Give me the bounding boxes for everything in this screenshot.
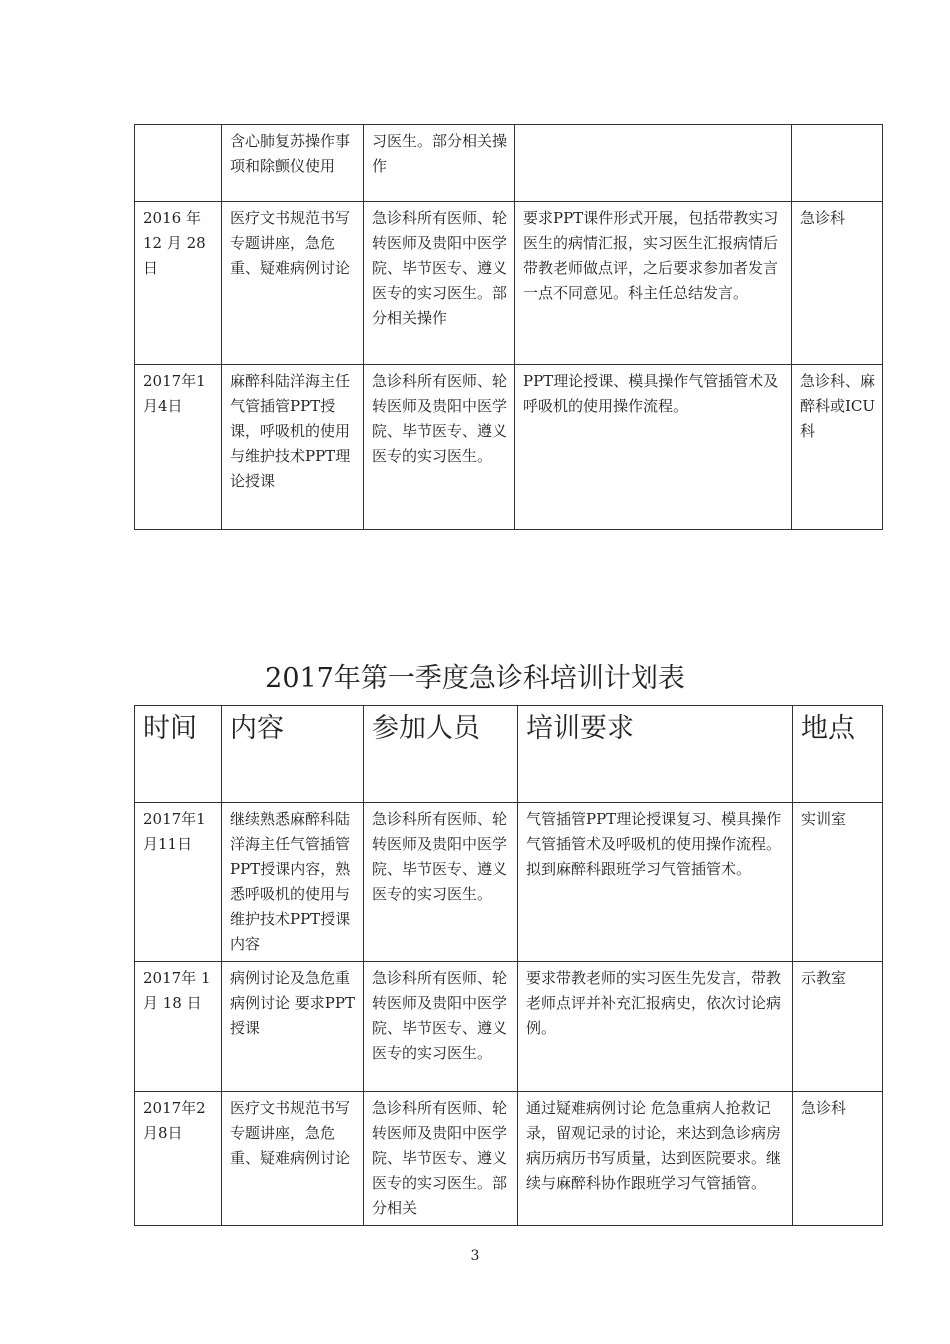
requirements-cell: 通过疑难病例讨论 危急重病人抢救记录，留观记录的讨论，来达到急诊病房病历病历书写质量，达到医院要求。继续与麻醉科协作跟班学习气管插管。	[518, 1092, 793, 1226]
time-cell: 2017年2月8日	[135, 1092, 222, 1226]
page-number: 3	[470, 1248, 480, 1264]
requirements-cell: 要求带教老师的实习医生先发言，带教老师点评并补充汇报病史，依次讨论病例。	[518, 962, 793, 1092]
participants-cell: 急诊科所有医师、轮转医师及贵阳中医学院、毕节医专、遵义医专的实习医生。部分相关操作	[364, 202, 515, 365]
page-title: 2017年第一季度急诊科培训计划表	[265, 663, 685, 694]
location-cell	[792, 125, 883, 202]
content-cell: 医疗文书规范书写专题讲座，急危重、疑难病例讨论	[222, 202, 364, 365]
table-row	[135, 202, 883, 365]
time-cell: 2017年1月11日	[135, 803, 222, 962]
time-cell: 2016 年 12 月 28 日	[135, 202, 222, 365]
content-cell: 病例讨论及急危重病例讨论 要求PPT授课	[222, 962, 364, 1092]
content-cell: 含心肺复苏操作事项和除颤仪使用	[222, 125, 364, 202]
table-row	[135, 125, 883, 202]
location-cell: 实训室	[793, 803, 883, 962]
location-cell: 急诊科	[793, 1092, 883, 1226]
location-cell: 示教室	[793, 962, 883, 1092]
header-time: 时间	[135, 706, 222, 803]
location-cell: 急诊科	[792, 202, 883, 365]
requirements-cell	[515, 125, 792, 202]
header-requirements: 培训要求	[518, 706, 793, 803]
requirements-cell: 要求PPT课件形式开展，包括带教实习医生的病情汇报，实习医生汇报病情后带教老师做点评，之后要求参加者发言一点不同意见。科主任总结发言。	[515, 202, 792, 365]
requirements-cell: 气管插管PPT理论授课复习、模具操作气管插管术及呼吸机的使用操作流程。拟到麻醉科跟班学习气管插管术。	[518, 803, 793, 962]
header-location: 地点	[793, 706, 883, 803]
table-row	[135, 962, 883, 1092]
participants-cell: 习医生。部分相关操作	[364, 125, 515, 202]
participants-cell: 急诊科所有医师、轮转医师及贵阳中医学院、毕节医专、遵义医专的实习医生。	[364, 365, 515, 530]
table-row	[135, 803, 883, 962]
content-cell: 医疗文书规范书写专题讲座，急危重、疑难病例讨论	[222, 1092, 364, 1226]
header-content: 内容	[222, 706, 364, 803]
content-cell: 麻醉科陆洋海主任气管插管PPT授课，呼吸机的使用与维护技术PPT理论授课	[222, 365, 364, 530]
location-cell: 急诊科、麻醉科或ICU科	[792, 365, 883, 530]
requirements-cell: PPT理论授课、模具操作气管插管术及呼吸机的使用操作流程。	[515, 365, 792, 530]
table-row	[135, 365, 883, 530]
table-row	[135, 1092, 883, 1226]
time-cell: 2017年1月4日	[135, 365, 222, 530]
training-table-continued	[134, 124, 883, 530]
time-cell: 2017年 1 月 18 日	[135, 962, 222, 1092]
training-plan-table	[134, 705, 883, 1226]
participants-cell: 急诊科所有医师、轮转医师及贵阳中医学院、毕节医专、遵义医专的实习医生。	[364, 803, 518, 962]
content-cell: 继续熟悉麻醉科陆洋海主任气管插管PPT授课内容，熟悉呼吸机的使用与维护技术PPT授课内容	[222, 803, 364, 962]
header-participants: 参加人员	[364, 706, 518, 803]
participants-cell: 急诊科所有医师、轮转医师及贵阳中医学院、毕节医专、遵义医专的实习医生。	[364, 962, 518, 1092]
time-cell	[135, 125, 222, 202]
table-header-row	[135, 706, 883, 803]
participants-cell: 急诊科所有医师、轮转医师及贵阳中医学院、毕节医专、遵义医专的实习医生。部分相关	[364, 1092, 518, 1226]
